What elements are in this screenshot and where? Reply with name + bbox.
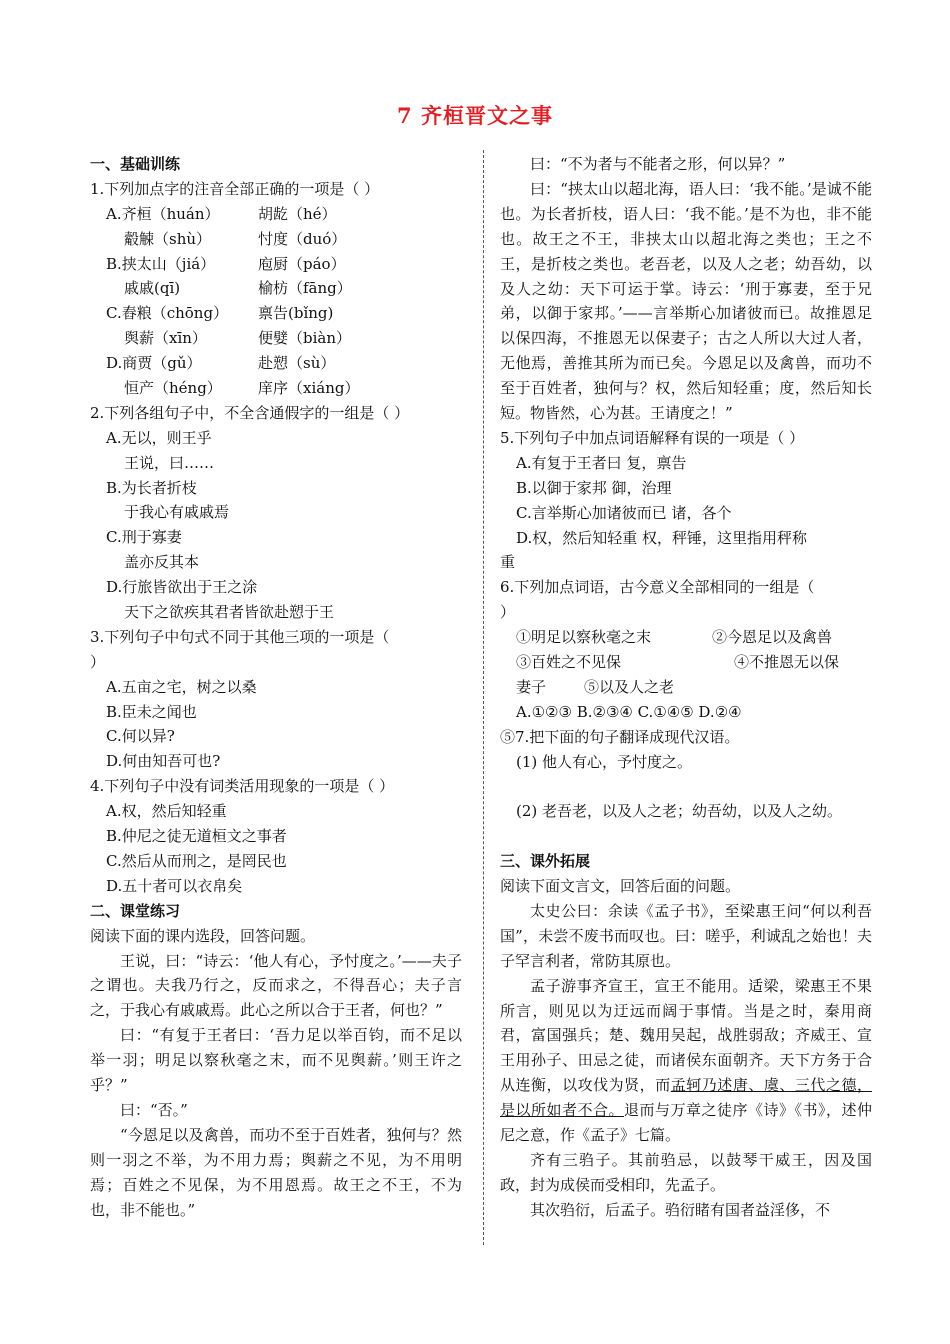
q4-option-c: C.然后从而刑之，是罔民也 bbox=[106, 851, 287, 870]
passage-paragraph-5: 曰：“不为者与不能者之形，何以异？” bbox=[530, 155, 786, 173]
q1-option-b-line1 bbox=[90, 252, 462, 277]
extension-paragraph-2 bbox=[500, 974, 872, 1148]
q1-d-item1: D.商贾（gǔ） bbox=[106, 354, 202, 373]
section-heading-extension: 三、课外拓展 bbox=[500, 852, 591, 871]
page-title: 7 齐桓晋文之事 bbox=[397, 103, 553, 128]
extension-paragraph-3: 齐有三驺子。其前驺忌，以鼓琴干威王，因及国政，封为成侯而受相印，先孟子。 bbox=[500, 1150, 872, 1194]
passage-paragraph-2: 曰：“有复于王者曰：‘吾力足以举百钧，而不足以举一羽；明足以察秋毫之末，而不见舆薪。’则王许之乎？” bbox=[90, 1026, 462, 1095]
q6-option-4-cont: 妻子 bbox=[516, 677, 547, 696]
q1-option-d-line2 bbox=[90, 376, 462, 401]
q1-a-item2: 胡龁（hé） bbox=[258, 204, 337, 223]
q1-d-item4: 庠序（xiáng） bbox=[258, 379, 360, 398]
q6-option-2: ②今恩足以及禽兽 bbox=[712, 628, 833, 647]
left-column bbox=[90, 152, 462, 1222]
q1-d-item2: 赴愬（sù） bbox=[258, 354, 336, 373]
q1-b-item4: 榆枋（fāng） bbox=[258, 279, 352, 298]
question-7: ⑤7.把下面的句子翻译成现代汉语。 bbox=[500, 727, 740, 746]
q2-option-c2: 盖亦反其本 bbox=[124, 553, 200, 572]
q5-option-c: C.言举斯心加诸彼而已 诸，各个 bbox=[516, 503, 732, 522]
q4-option-b: B.仲尼之徒无道桓文之事者 bbox=[106, 827, 287, 846]
q1-option-b-line2 bbox=[90, 276, 462, 301]
q2-option-b2: 于我心有戚戚焉 bbox=[124, 503, 230, 522]
q1-option-a-line2 bbox=[90, 227, 462, 252]
passage-paragraph-6: 曰：“挟太山以超北海，语人曰：‘我不能。’是诚不能也。为长者折枝，语人曰：‘我不能。’是不为也，非不能也。故王之不王，非挟太山以超北海之类也；王之不王，是折枝之类也。老吾老，以及人之老；幼吾幼，以及人之幼：天下可运于掌。诗云：‘刑于寡妻，至于兄弟，以御于家邦。’——言举斯心加诸彼而已。故推恩足以保四海，不推恩无以保妻子；古之人所以大过人者，无他焉，善推其所为而已矣。今恩足以及禽兽，而功不至于百姓者，独何与？权，然后知轻重；度，然后知长短。物皆然，心为甚。王请度之！” bbox=[500, 179, 872, 423]
q5-option-d: D.权，然后知轻重 权，秤锤，这里指用秤称 bbox=[516, 528, 808, 547]
q3-option-b: B.臣未之闻也 bbox=[106, 702, 197, 721]
section-heading-basic: 一、基础训练 bbox=[90, 155, 181, 173]
q1-option-d-line1 bbox=[90, 351, 462, 376]
q5-option-d-cont: 重 bbox=[500, 553, 516, 572]
q2-option-b1: B.为长者折枝 bbox=[106, 478, 197, 497]
question-6: 6.下列加点词语，古今意义全部相同的一组是（ bbox=[500, 578, 815, 597]
q1-b-item1: B.挟太山（jiá） bbox=[106, 254, 216, 273]
right-column bbox=[500, 152, 872, 1223]
reading-intro: 阅读下面的课内选段，回答问题。 bbox=[90, 926, 316, 945]
q4-option-d: D.五十者可以衣帛矣 bbox=[106, 876, 243, 895]
q7-item-1: (1) 他人有心，予忖度之。 bbox=[516, 752, 693, 771]
q6-option-4: ④不推恩无以保 bbox=[734, 652, 840, 671]
q1-d-item3: 恒产（héng） bbox=[124, 379, 222, 398]
q2-option-a1: A.无以，则王乎 bbox=[106, 428, 212, 447]
q1-c-item3: 舆薪（xīn） bbox=[124, 329, 207, 348]
question-3: 3.下列句子中句式不同于其他三项的一项是（ bbox=[90, 627, 390, 646]
q6-option-5: ⑤以及人之老 bbox=[584, 677, 675, 696]
q1-a-item4: 忖度（duó） bbox=[258, 229, 347, 248]
q7-answer-space-2 bbox=[500, 824, 872, 849]
extension-paragraph-2-text-a: 孟子游事齐宣王，宣王不能用。适梁，梁惠王不果所言，则见以为迂远而阔于事情。当是之时，秦用商君，富国强兵；楚、魏用吴起，战胜弱敌；齐威王、宣王用孙子、田忌之徒，而诸侯东面朝齐。天下方务于合从连衡，以攻伐为贤，而 bbox=[500, 976, 872, 1095]
q2-option-c1: C.刑于寡妻 bbox=[106, 528, 182, 547]
q7-item-2: (2) 老吾老，以及人之老；幼吾幼，以及人之幼。 bbox=[516, 802, 843, 821]
q1-c-item4: 便嬖（biàn） bbox=[258, 329, 352, 348]
passage-paragraph-3: 曰：“否。” bbox=[120, 1100, 188, 1119]
q5-option-b: B.以御于家邦 御，治理 bbox=[516, 478, 672, 497]
q1-b-item2: 庖厨（páo） bbox=[258, 254, 346, 273]
q6-options-row2 bbox=[500, 650, 872, 675]
q4-option-a: A.权，然后知轻重 bbox=[106, 802, 227, 821]
q6-option-1: ①明足以察秋毫之末 bbox=[516, 628, 652, 647]
q1-option-c-line2 bbox=[90, 326, 462, 351]
q1-c-item1: C.舂粮（chōng） bbox=[106, 304, 229, 323]
q1-option-c-line1 bbox=[90, 301, 462, 326]
question-4: 4.下列句子中没有词类活用现象的一项是（ ） bbox=[90, 777, 395, 796]
section-heading-class: 二、课堂练习 bbox=[90, 901, 181, 920]
q1-b-item3: 戚戚(qī) bbox=[124, 279, 181, 298]
extension-paragraph-2-text-b: 退而与万章之徒序《诗》《书》，述仲尼之意，作《孟子》七篇。 bbox=[500, 1101, 872, 1145]
q6-answers: A.①②③ B.②③④ C.①④⑤ D.②④ bbox=[516, 702, 742, 721]
question-6-bracket: ） bbox=[500, 603, 516, 622]
q5-option-a: A.有复于王者曰 复，禀告 bbox=[516, 453, 687, 472]
q1-a-item3: 觳觫（shù） bbox=[124, 229, 212, 248]
question-3-bracket: ） bbox=[90, 652, 106, 671]
q2-option-d1: D.行旅皆欲出于王之涂 bbox=[106, 578, 258, 597]
q2-option-a2: 王说，曰…… bbox=[124, 453, 215, 472]
q3-option-c: C.何以异? bbox=[106, 727, 175, 746]
question-2: 2.下列各组句子中，不全含通假字的一组是（ ） bbox=[90, 403, 410, 422]
q2-option-d2: 天下之欲疾其君者皆欲赴愬于王 bbox=[124, 603, 335, 622]
q6-options-row3 bbox=[500, 675, 872, 700]
question-1: 1.下列加点字的注音全部正确的一项是（ ） bbox=[90, 179, 380, 198]
column-divider bbox=[483, 150, 484, 1245]
passage-paragraph-4: “今恩足以及禽兽，而功不至于百姓者，独何与？然则一羽之不举，为不用力焉；舆薪之不见，为不用明焉；百姓之不见保，为不用恩焉。故王之不王，不为也，非不能也。” bbox=[90, 1125, 462, 1219]
q1-c-item2: 禀告(bǐng) bbox=[258, 304, 334, 323]
extension-intro: 阅读下面文言文，回答后面的问题。 bbox=[500, 877, 741, 895]
q6-options-row1 bbox=[500, 625, 872, 650]
extension-paragraph-1: 太史公曰：余读《孟子书》，至梁惠王问“何以利吾国”，未尝不废书而叹也。曰：嗟乎，利诚乱之始也！夫子罕言利者，常防其原也。 bbox=[500, 901, 872, 970]
underlined-sentence: 孟轲乃述唐、虞、三代之德，是以所如者不合。 bbox=[500, 1076, 872, 1120]
q6-option-3: ③百姓之不见保 bbox=[516, 652, 622, 671]
passage-paragraph-1: 王说，曰：“诗云：‘他人有心，予忖度之。’——夫子之谓也。夫我乃行之，反而求之，不得吾心；夫子言之，于我心有戚戚焉。此心之所以合于王者，何也？” bbox=[90, 951, 462, 1020]
q1-option-a-line1 bbox=[90, 202, 462, 227]
question-5: 5.下列句子中加点词语解释有误的一项是（ ） bbox=[500, 428, 805, 447]
q7-answer-space-1 bbox=[500, 774, 872, 799]
extension-paragraph-4: 其次驺衍，后孟子。驺衍睹有国者益淫侈，不 bbox=[530, 1200, 831, 1219]
q3-option-a: A.五亩之宅，树之以桑 bbox=[106, 677, 257, 696]
q1-a-item1: A.齐桓（huán） bbox=[106, 204, 220, 223]
q3-option-d: D.何由知吾可也? bbox=[106, 752, 221, 771]
